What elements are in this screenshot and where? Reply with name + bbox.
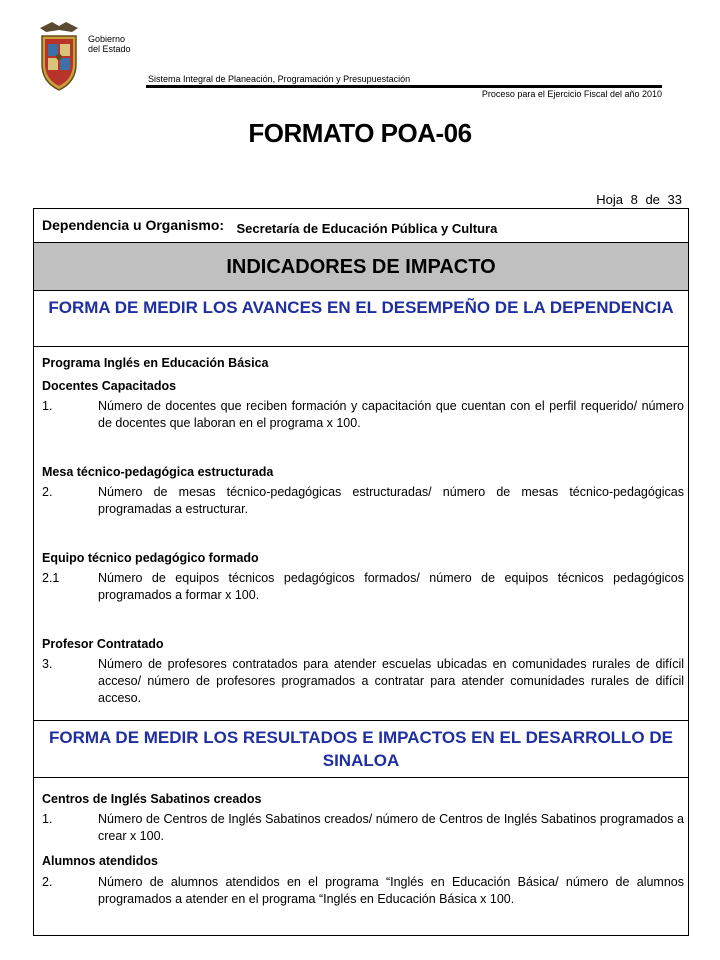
sheet-number: 8 xyxy=(630,192,638,207)
dependency-row xyxy=(34,209,688,243)
dependency-value: Secretaría de Educación Pública y Cultura xyxy=(236,221,498,236)
group-subtitle: Docentes Capacitados xyxy=(42,379,177,393)
indicators-table xyxy=(33,208,689,936)
indicator-text: Número de equipos técnicos pedagógicos formados/ número de equipos técnicos pedagógicos programados a formar x 100. xyxy=(98,571,684,602)
group-subtitle: Alumnos atendidos xyxy=(42,854,158,868)
results-heading: FORMA DE MEDIR LOS RESULTADOS E IMPACTOS EN EL DESARROLLO DE SINALOA xyxy=(34,721,688,778)
state-coat-of-arms-icon xyxy=(36,18,82,94)
indicator-number: 2.1 xyxy=(42,571,60,585)
group-subtitle: Profesor Contratado xyxy=(42,637,164,651)
indicator-item xyxy=(42,484,684,518)
indicator-item xyxy=(42,398,684,432)
indicator-number: 3. xyxy=(42,657,53,671)
progress-heading: FORMA DE MEDIR LOS AVANCES EN EL DESEMPEÑO DE LA DEPENDENCIA xyxy=(34,291,688,347)
gov-line1: Gobierno xyxy=(88,34,126,44)
indicator-number: 1. xyxy=(42,812,53,826)
page-title: FORMATO POA-06 xyxy=(248,118,472,148)
sheet-label: Hoja xyxy=(596,192,623,207)
group-subtitle: Centros de Inglés Sabatinos creados xyxy=(42,792,262,806)
indicator-item xyxy=(42,656,684,707)
header-rule xyxy=(146,85,662,88)
section-title: INDICADORES DE IMPACTO xyxy=(34,243,688,291)
progress-section xyxy=(34,347,688,721)
group-subtitle: Mesa técnico-pedagógica estructurada xyxy=(42,465,274,479)
sheet-total: 33 xyxy=(667,192,682,207)
indicator-number: 2. xyxy=(42,875,53,889)
dependency-label: Dependencia u Organismo: xyxy=(42,217,225,233)
program-name: Programa Inglés en Educación Básica xyxy=(42,356,269,370)
indicator-item xyxy=(42,570,684,604)
group-subtitle: Equipo técnico pedagógico formado xyxy=(42,551,259,565)
system-name: Sistema Integral de Planeación, Programación y Presupuestación xyxy=(148,74,411,84)
indicator-number: 1. xyxy=(42,399,53,413)
process-label: Proceso para el Ejercicio Fiscal del año 2010 xyxy=(481,89,662,99)
government-label xyxy=(88,34,131,54)
results-section xyxy=(34,778,688,935)
sheet-of: de xyxy=(645,192,660,207)
indicator-item xyxy=(42,874,684,908)
indicator-text: Número de docentes que reciben formación y capacitación que cuentan con el perfil requerido/ número de docentes que laboran en el programa x 100. xyxy=(98,399,684,430)
indicator-text: Número de mesas técnico-pedagógicas estructuradas/ número de mesas técnico-pedagógicas programadas a estructurar. xyxy=(98,485,684,516)
indicator-text: Número de profesores contratados para atender escuelas ubicadas en comunidades rurales de difícil acceso/ número de profesores programados a contratar para atender comunidades rurales de difícil acceso. xyxy=(98,657,684,705)
gov-line2: del Estado xyxy=(88,44,131,54)
indicator-number: 2. xyxy=(42,485,53,499)
sheet-indicator xyxy=(592,192,682,207)
indicator-text: Número de Centros de Inglés Sabatinos creados/ número de Centros de Inglés Sabatinos programados a crear x 100. xyxy=(98,812,684,843)
indicator-item xyxy=(42,811,684,845)
indicator-text: Número de alumnos atendidos en el programa “Inglés en Educación Básica/ número de alumnos programados a atender en el programa “Inglés en Educación Básica x 100. xyxy=(98,875,684,906)
